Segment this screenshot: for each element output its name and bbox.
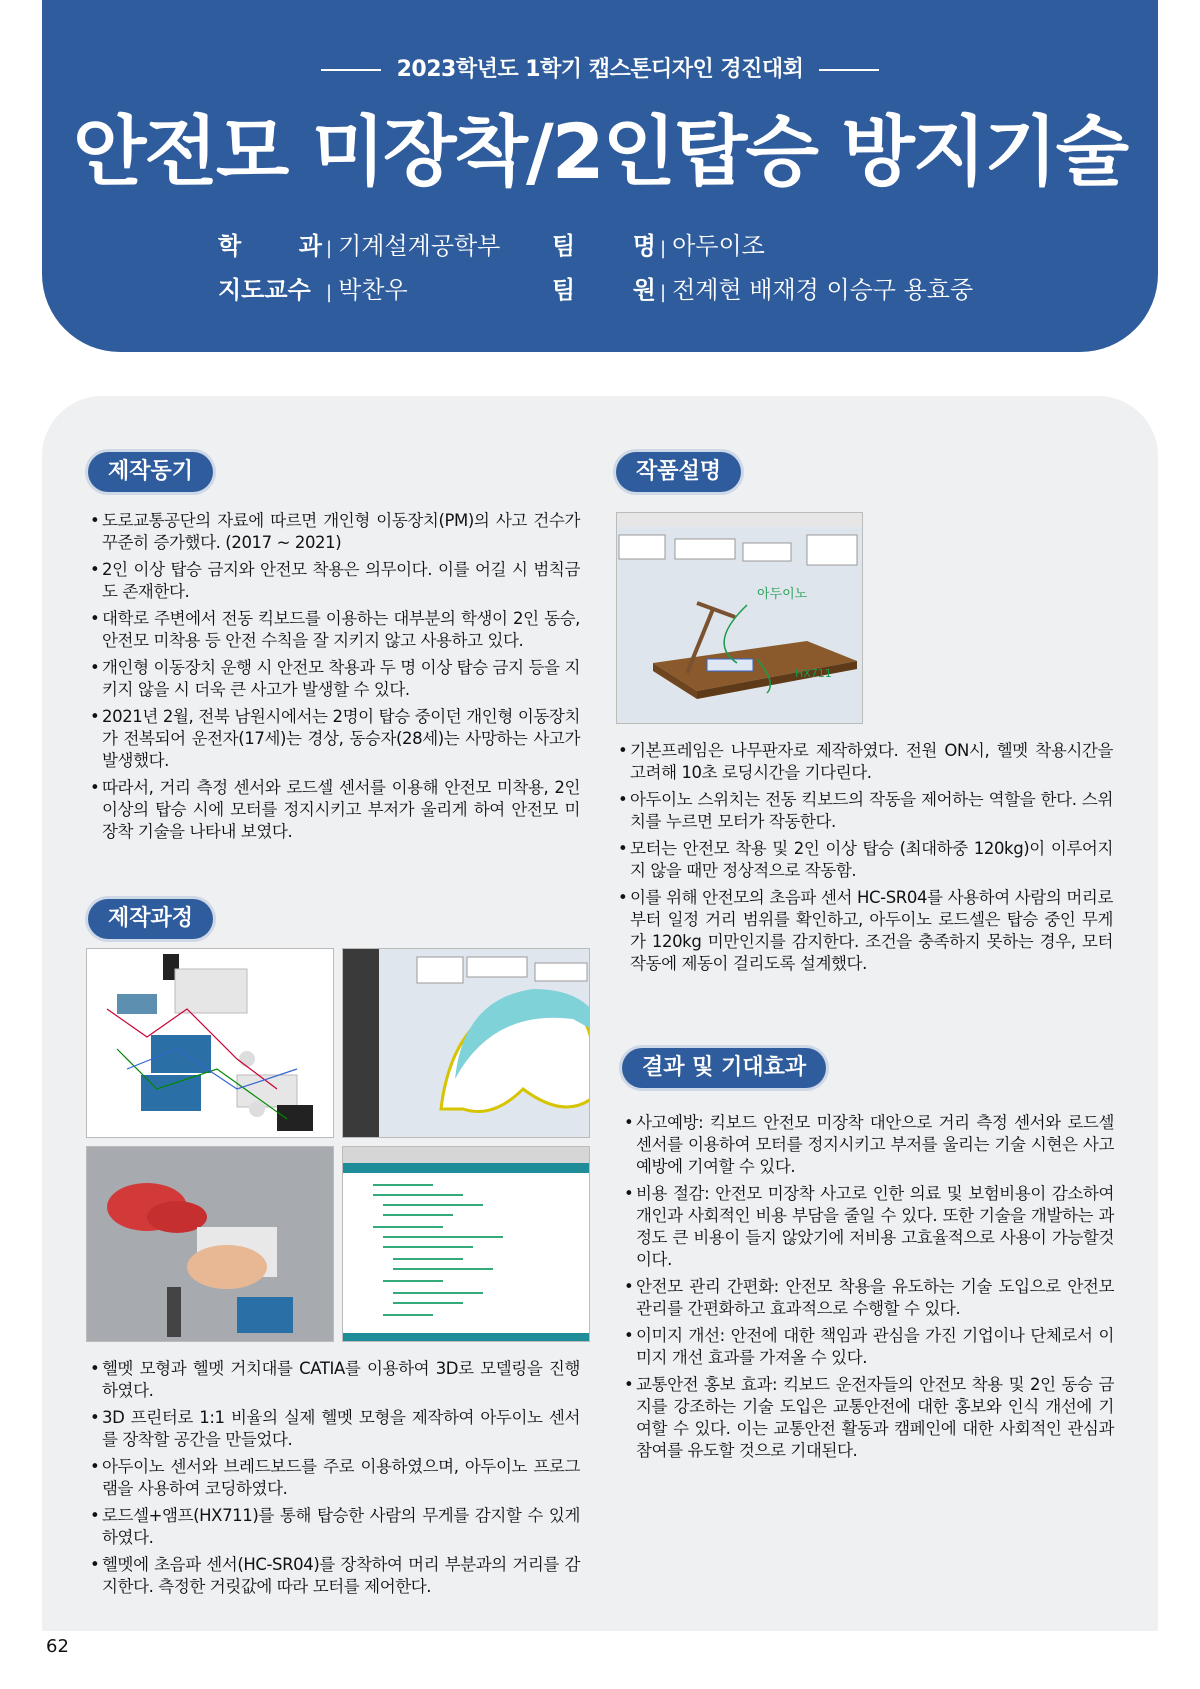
list-item: • 도로교통공단의 자료에 따르면 개인형 이동장치(PM)의 사고 건수가 꾸준히 증가했다. (2017 ~ 2021) xyxy=(90,510,580,554)
list-item: • 이미지 개선: 안전에 대한 책임과 관심을 가진 기업이나 단체로서 이미지 개선 효과를 가져올 수 있다. xyxy=(624,1325,1114,1369)
team-label: 팀 명 xyxy=(552,232,656,260)
list-item: • 헬멧에 초음파 센서(HC-SR04)를 장착하여 머리 부분과의 거리를 감지한다. 측정한 거릿값에 따라 모터를 제어한다. xyxy=(90,1554,580,1598)
advisor-row xyxy=(218,270,408,305)
list-item: • 아두이노 센서와 브레드보드를 주로 이용하였으며, 아두이노 프로그램을 사용하여 코딩하였다. xyxy=(90,1456,580,1500)
catia-helmet-image xyxy=(342,948,590,1138)
list-item: • 아두이노 스위치는 전동 킥보드의 작동을 제어하는 역할을 한다. 스위치를 누르면 모터가 작동한다. xyxy=(618,789,1113,833)
members-row xyxy=(552,270,973,305)
motivation-list xyxy=(90,510,580,848)
dept-value: 기계설계공학부 xyxy=(338,232,501,260)
divider-right xyxy=(819,69,879,71)
separator: | xyxy=(326,238,333,259)
section-title-process: 제작과정 xyxy=(88,899,213,939)
list-item: • 개인형 이동장치 운행 시 안전모 착용과 두 명 이상 탑승 금지 등을 지키지 않을 시 더욱 큰 사고가 발생할 수 있다. xyxy=(90,657,580,701)
separator: | xyxy=(326,282,333,303)
section-title-motivation: 제작동기 xyxy=(88,452,213,492)
assembly-photo-image xyxy=(86,1146,334,1342)
list-item: • 3D 프린터로 1:1 비율의 실제 헬멧 모형을 제작하여 아두이노 센서를 장착할 공간을 만들었다. xyxy=(90,1407,580,1451)
dept-label: 학 과 xyxy=(218,232,322,260)
list-item: • 안전모 관리 간편화: 안전모 착용을 유도하는 기술 도입으로 안전모 관리를 간편화하고 효과적으로 수행할 수 있다. xyxy=(624,1276,1114,1320)
list-item: • 교통안전 홍보 효과: 킥보드 운전자들의 안전모 착용 및 2인 동승 금지를 강조하는 기술 도입은 교통안전에 대한 홍보와 인식 개선에 기여할 수 있다. 이는 교통안전 활동과 캠페인에 대한 사회적인 관심과 참여를 유도할 것으로 기대된다. xyxy=(624,1374,1114,1462)
arduino-annotation: 아두이노 xyxy=(757,587,808,602)
contest-text: 2023학년도 1학기 캡스톤디자인 경진대회 xyxy=(396,57,804,82)
list-item: • 비용 절감: 안전모 미장착 사고로 인한 의료 및 보험비용이 감소하여 개인과 사회적인 비용 부담을 줄일 수 있다. 또한 기술을 개발하는 과정도 큰 비용이 들지 않았기에 저비용 고효율적으로 사용이 가능할것이다. xyxy=(624,1183,1114,1271)
list-item: • 대학로 주변에서 전동 킥보드를 이용하는 대부분의 학생이 2인 동승, 안전모 미착용 등 안전 수칙을 잘 지키지 않고 사용하고 있다. xyxy=(90,608,580,652)
members-label: 팀 원 xyxy=(552,276,656,304)
hx-annotation: HX711 xyxy=(795,667,832,680)
list-item: • 이를 위해 안전모의 초음파 센서 HC-SR04를 사용하여 사람의 머리로부터 일정 거리 범위를 확인하고, 아두이노 로드셀은 탑승 중인 무게가 120kg 미만인지를 감지한다. 조건을 충족하지 못하는 경우, 모터 작동에 제동이 걸리도록 설계했다. xyxy=(618,887,1113,975)
list-item: • 사고예방: 킥보드 안전모 미장착 대안으로 거리 측정 센서와 로드셀 센서를 이용하여 모터를 정지시키고 부저를 울리는 기술 시현은 사고예방에 기여할 수 있다. xyxy=(624,1112,1114,1178)
section-title-results: 결과 및 기대효과 xyxy=(622,1048,826,1088)
page-title: 안전모 미장착/2인탑승 방지기술 xyxy=(73,107,1127,196)
description-list xyxy=(618,740,1113,980)
divider-left xyxy=(321,69,381,71)
list-item: • 2021년 2월, 전북 남원시에서는 2명이 탑승 중이던 개인형 이동장치가 전복되어 운전자(17세)는 경상, 동승자(28세)는 사망하는 사고가 발생했다. xyxy=(90,706,580,772)
team-row xyxy=(552,226,765,261)
product-model-image xyxy=(616,512,863,724)
contest-title xyxy=(42,52,1158,83)
list-item: • 2인 이상 탑승 금지와 안전모 착용은 의무이다. 이를 어길 시 범칙금도 존재한다. xyxy=(90,559,580,603)
circuit-diagram-image xyxy=(86,948,334,1138)
list-item: • 헬멧 모형과 헬멧 거치대를 CATIA를 이용하여 3D로 모델링을 진행하였다. xyxy=(90,1358,580,1402)
results-list xyxy=(624,1112,1114,1467)
team-value: 아두이조 xyxy=(672,232,765,260)
separator: | xyxy=(660,282,667,303)
dept-row xyxy=(218,226,500,261)
header-banner xyxy=(42,0,1158,352)
arduino-code-image xyxy=(342,1146,590,1342)
section-title-description: 작품설명 xyxy=(616,452,741,492)
list-item: • 모터는 안전모 착용 및 2인 이상 탑승 (최대하중 120kg)이 이루어지지 않을 때만 정상적으로 작동함. xyxy=(618,838,1113,882)
process-list xyxy=(90,1358,580,1603)
list-item: • 따라서, 거리 측정 센서와 로드셀 센서를 이용해 안전모 미착용, 2인 이상의 탑승 시에 모터를 정지시키고 부저가 울리게 하여 안전모 미장착 기술을 나타내 보였다. xyxy=(90,777,580,843)
separator: | xyxy=(660,238,667,259)
list-item: • 기본프레임은 나무판자로 제작하였다. 전원 ON시, 헬멧 착용시간을 고려해 10초 로딩시간을 기다린다. xyxy=(618,740,1113,784)
list-item: • 로드셀+앰프(HX711)를 통해 탑승한 사람의 무게를 감지할 수 있게 하였다. xyxy=(90,1505,580,1549)
advisor-label: 지도교수 xyxy=(218,276,311,304)
advisor-value: 박찬우 xyxy=(338,276,408,304)
members-value: 전계현 배재경 이승구 용효중 xyxy=(672,276,974,304)
page-number: 62 xyxy=(46,1636,69,1657)
